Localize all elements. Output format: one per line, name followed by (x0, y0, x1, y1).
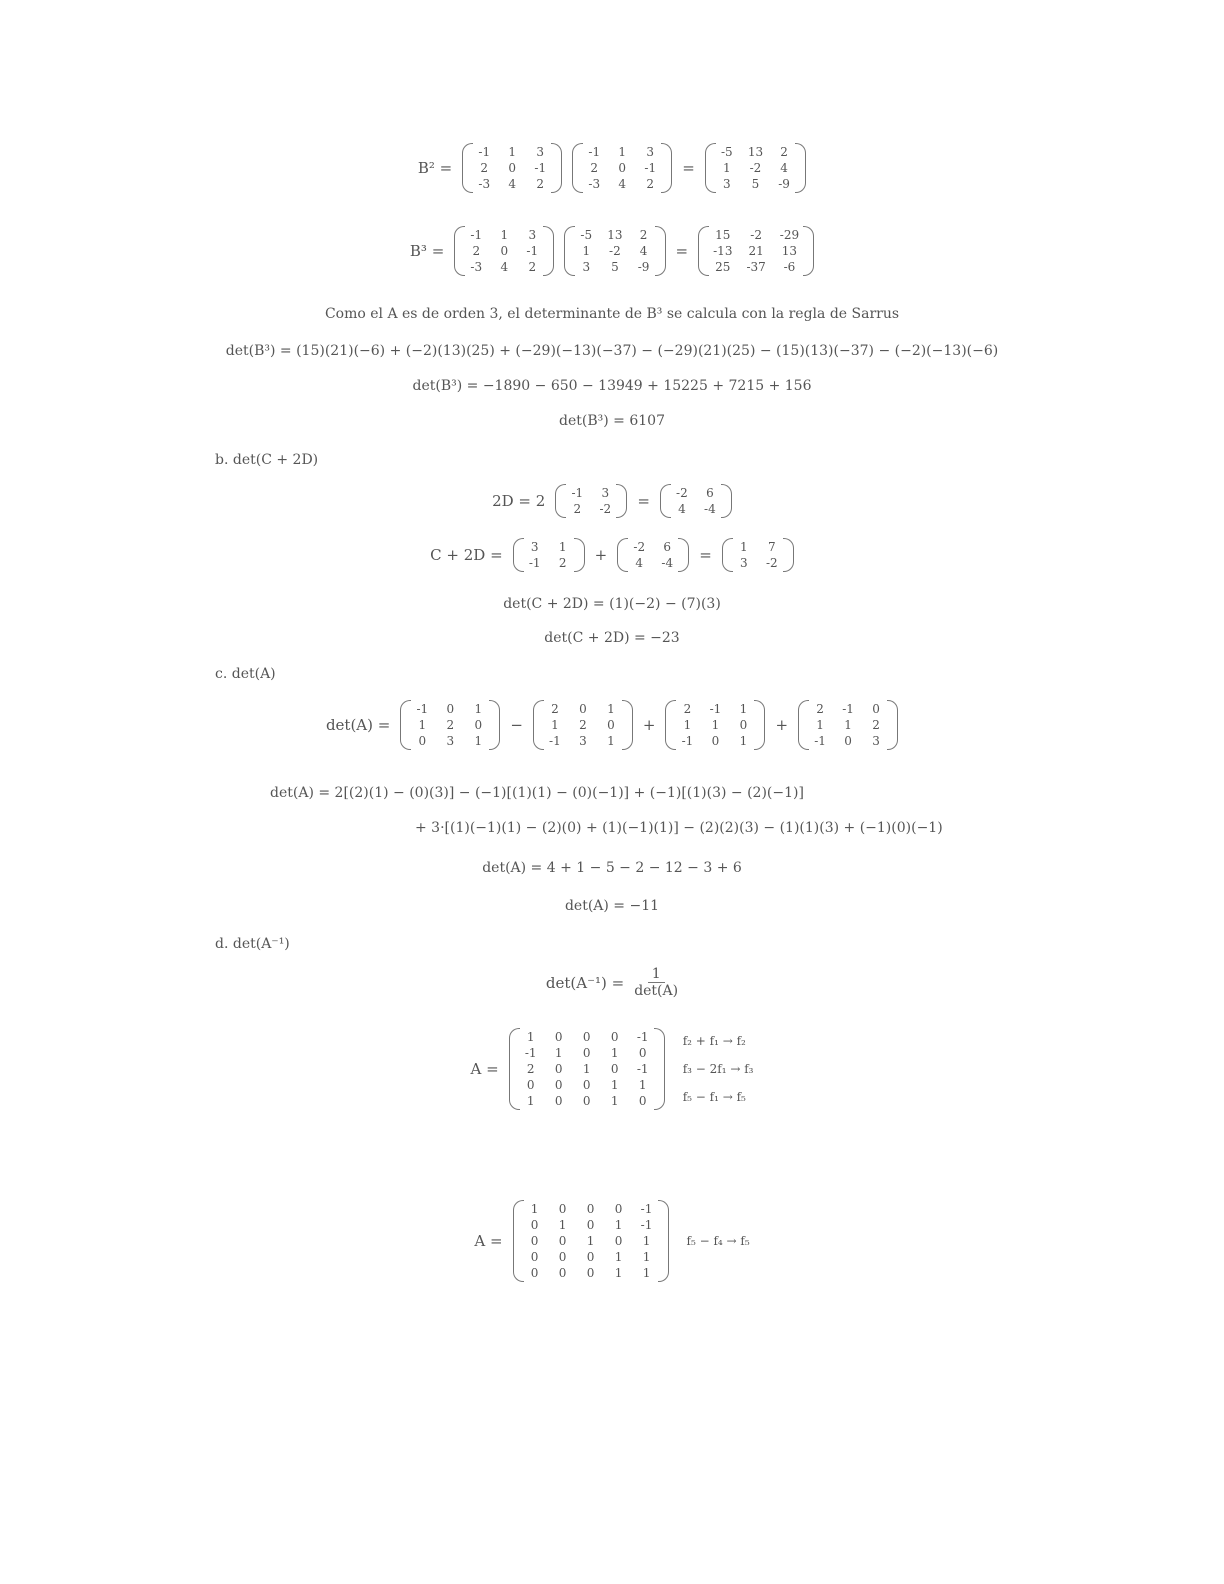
matrix-entry: 1 (474, 702, 483, 716)
b-cubed-equation: B³ = -1 1 3 2 0 -1 -3 4 2 -5 13 2 1 -2 4 3 5 -9 = 15 -2 -29 -13 21 13 25 -37 -6 (0, 226, 1224, 276)
matrix-entries (733, 538, 783, 572)
matrix-entry: 1 (610, 1078, 619, 1092)
matrix-entry: 1 (554, 1046, 563, 1060)
right-parenthesis (661, 143, 672, 193)
right-parenthesis (887, 700, 898, 750)
matrix-entry: 15 (715, 228, 731, 242)
matrix-entry: 1 (526, 1094, 535, 1108)
fraction-numerator: 1 (648, 966, 665, 983)
row-operation: f₃ − 2f₁ → f₃ (682, 1062, 754, 1076)
equation-lhs: A = (470, 1060, 499, 1078)
matrix-entry: -1 (534, 161, 547, 175)
matrix-entry: 1 (586, 1234, 595, 1248)
matrix-entry: -13 (713, 244, 733, 258)
matrix-entry: 4 (780, 161, 788, 175)
matrix-entry: 0 (582, 1030, 591, 1044)
matrix-entry: 4 (639, 244, 648, 258)
explanation-text: Como el A es de orden 3, el determinante de B³ se calcula con la regla de Sarrus (324, 306, 900, 322)
matrix-entry: -1 (636, 1062, 649, 1076)
section-b-label: b. det(C + 2D) (215, 452, 319, 468)
matrix-entry: 0 (446, 702, 455, 716)
matrix-entry: 1 (558, 1218, 567, 1232)
determinant-expansion: det(A) = 2[(2)(1) − (0)(3)] − (−1)[(1)(1) − (0)(−1)] + (−1)[(1)(3) − (2)(−1)] (270, 785, 804, 801)
matrix-entry: 0 (711, 734, 720, 748)
matrix (722, 538, 794, 572)
right-parenthesis (721, 484, 732, 518)
right-parenthesis (489, 700, 500, 750)
determinant-result: det(B³) = 6107 (559, 413, 665, 429)
matrix-entry: 0 (586, 1202, 595, 1216)
matrix-entries (473, 143, 551, 193)
matrix-entry: -4 (661, 556, 674, 570)
matrix-entry: 2 (579, 718, 587, 732)
two-d-equation: 2D = 2 -1 3 2 -2 = -2 6 4 -4 (0, 484, 1224, 518)
right-parenthesis (803, 226, 814, 276)
matrix-entry: -1 (588, 145, 601, 159)
matrix-entry: -5 (580, 228, 593, 242)
matrix (660, 484, 732, 518)
right-parenthesis (655, 226, 666, 276)
matrix-entry: 1 (614, 1218, 623, 1232)
matrix-entry: 0 (872, 702, 880, 716)
matrix-entries (566, 484, 616, 518)
matrix-entry: 1 (582, 1062, 591, 1076)
matrix-entry: 2 (446, 718, 455, 732)
matrix (513, 1200, 669, 1282)
matrix-entry: 1 (607, 702, 615, 716)
matrix-entry: 2 (639, 228, 648, 242)
matrix (462, 143, 562, 193)
matrix-entry: 4 (500, 260, 509, 274)
matrix-entry: 1 (683, 718, 692, 732)
matrix-entry: 4 (635, 556, 644, 570)
matrix-entries (520, 1028, 654, 1110)
matrix-entry: 5 (751, 177, 760, 191)
matrix (509, 1028, 665, 1110)
matrix-entry: 0 (508, 161, 517, 175)
matrix-entry: 1 (723, 161, 731, 175)
matrix-entries (524, 1200, 658, 1282)
left-parenthesis (400, 700, 411, 750)
left-parenthesis (564, 226, 575, 276)
matrix-entry: 0 (579, 702, 587, 716)
matrix-entry: 2 (573, 502, 582, 516)
left-parenthesis (665, 700, 676, 750)
equation-lhs: C + 2D = (430, 546, 503, 564)
matrix-entry: 1 (740, 540, 748, 554)
matrix-entry: 2 (872, 718, 880, 732)
matrix-entry: -1 (681, 734, 694, 748)
matrix-entry: 2 (780, 145, 788, 159)
matrix-entry: 0 (558, 1234, 567, 1248)
matrix-entry: 3 (740, 556, 748, 570)
matrix-entry: 2 (528, 260, 537, 274)
matrix (555, 484, 627, 518)
matrix-entry: 0 (638, 1046, 647, 1060)
determinant-expansion: det(C + 2D) = (1)(−2) − (7)(3) (503, 596, 721, 612)
matrix (698, 226, 814, 276)
matrix-entry: 0 (558, 1266, 567, 1280)
fraction-denominator: det(A) (634, 983, 679, 999)
matrix-entry: -2 (749, 161, 762, 175)
matrix-entry: -1 (640, 1218, 653, 1232)
matrix-entries (465, 226, 543, 276)
row-reduction-step-1 (0, 1028, 1224, 1110)
matrix-entries (716, 143, 795, 193)
matrix (454, 226, 554, 276)
matrix-entry: 0 (582, 1046, 591, 1060)
matrix-entry: -3 (470, 260, 483, 274)
matrix-entry: 1 (582, 244, 591, 258)
determinant-result: det(A) = −11 (564, 898, 660, 914)
right-parenthesis (574, 538, 585, 572)
matrix-entries (583, 143, 661, 193)
row-operation: f₅ − f₁ → f₅ (682, 1090, 746, 1104)
determinant-expansion: det(B³) = (15)(21)(−6) + (−2)(13)(25) + (−29)(−13)(−37) − (−29)(21)(25) − (15)(13)(−37) − (−2)(−13)(−6) (225, 343, 999, 359)
left-parenthesis (660, 484, 671, 518)
matrix-entry: 25 (715, 260, 731, 274)
right-parenthesis (658, 1200, 669, 1282)
matrix-entry: 1 (500, 228, 509, 242)
left-parenthesis (513, 538, 524, 572)
row-reduction-step-2 (0, 1200, 1224, 1282)
matrix-entry: -1 (709, 702, 722, 716)
left-parenthesis (509, 1028, 520, 1110)
matrix-entry: -37 (746, 260, 766, 274)
matrix-entry: 1 (526, 1030, 535, 1044)
matrix-entry: -1 (644, 161, 657, 175)
matrix-entry: 3 (528, 228, 537, 242)
matrix (705, 143, 806, 193)
right-parenthesis (622, 700, 633, 750)
matrix-entry: 1 (607, 734, 615, 748)
left-parenthesis (555, 484, 566, 518)
left-parenthesis (533, 700, 544, 750)
right-parenthesis (654, 1028, 665, 1110)
matrix-entry: 1 (418, 718, 427, 732)
matrix-entry: 0 (554, 1030, 563, 1044)
matrix-entry: -9 (778, 177, 790, 191)
matrix-entry: 0 (582, 1094, 591, 1108)
equation-lhs: det(A⁻¹) = (545, 973, 625, 992)
matrix-entry: 1 (614, 1266, 623, 1280)
matrix-entry: -1 (842, 702, 854, 716)
matrix-entry: 13 (781, 244, 798, 258)
matrix-entry: 0 (526, 1078, 535, 1092)
matrix-entry: 1 (474, 734, 483, 748)
section-c-label: c. det(A) (215, 666, 276, 682)
matrix-entry: -5 (720, 145, 733, 159)
equation-lhs: det(A) = (325, 716, 391, 734)
matrix-entry: -1 (640, 1202, 653, 1216)
left-parenthesis (462, 143, 473, 193)
matrix-entry: 3 (446, 734, 455, 748)
matrix (798, 700, 898, 750)
matrix-entry: 2 (558, 556, 567, 570)
matrix-entry: 1 (739, 734, 748, 748)
matrix-entry: 0 (530, 1218, 539, 1232)
row-operations (683, 1034, 754, 1104)
matrix-entry: 1 (508, 145, 517, 159)
fraction (634, 966, 678, 999)
matrix-entry: -2 (633, 540, 646, 554)
matrix-entry: 0 (582, 1078, 591, 1092)
matrix-entries (524, 538, 574, 572)
matrix-entry: 1 (642, 1266, 651, 1280)
determinant-sum: det(A) = 4 + 1 − 5 − 2 − 12 − 3 + 6 (482, 860, 742, 876)
matrix-entry: 3 (601, 486, 610, 500)
matrix-entry: -1 (416, 702, 429, 716)
matrix-entry: 2 (536, 177, 545, 191)
matrix-entry: -2 (676, 486, 688, 500)
right-parenthesis (551, 143, 562, 193)
matrix-entries (709, 226, 803, 276)
left-parenthesis (572, 143, 583, 193)
left-parenthesis (454, 226, 465, 276)
matrix-entry: 0 (554, 1062, 563, 1076)
matrix-entry: -9 (637, 260, 650, 274)
right-parenthesis (754, 700, 765, 750)
section-d-label: d. det(A⁻¹) (215, 936, 290, 952)
matrix (665, 700, 765, 750)
matrix-entry: 4 (508, 177, 517, 191)
matrix-entry: 5 (611, 260, 619, 274)
matrix-entry: -1 (814, 734, 826, 748)
matrix-entry: 0 (558, 1250, 567, 1264)
matrix-entry: -2 (765, 556, 778, 570)
matrix-entry: 0 (610, 1030, 619, 1044)
matrix (400, 700, 500, 750)
matrix-entry: 2 (551, 702, 559, 716)
right-parenthesis (616, 484, 627, 518)
matrix-entry: -2 (750, 228, 762, 242)
matrix-entry: 0 (586, 1218, 595, 1232)
matrix-entries (809, 700, 887, 750)
matrix-entry: 1 (816, 718, 824, 732)
matrix-entry: -2 (609, 244, 621, 258)
matrix-entry: 0 (739, 718, 748, 732)
matrix-entry: 0 (614, 1234, 623, 1248)
matrix-entry: 1 (642, 1250, 651, 1264)
matrix-entries (676, 700, 754, 750)
determinant-sum: det(B³) = −1890 − 650 − 13949 + 15225 + 7215 + 156 (412, 378, 812, 394)
matrix-entry: 1 (530, 1202, 539, 1216)
right-parenthesis (678, 538, 689, 572)
matrix-entry: 1 (551, 718, 559, 732)
matrix-entry: 2 (590, 161, 599, 175)
equation-lhs: 2D = 2 (492, 492, 546, 510)
matrix-entry: 1 (614, 1250, 623, 1264)
matrix-entry: 0 (530, 1234, 539, 1248)
matrix-entry: -1 (526, 244, 539, 258)
left-parenthesis (513, 1200, 524, 1282)
matrix-entry: -1 (549, 734, 561, 748)
matrix-entry: 13 (747, 145, 764, 159)
matrix-entry: -1 (636, 1030, 649, 1044)
matrix-entry: 2 (683, 702, 692, 716)
b-squared-equation: B² = -1 1 3 2 0 -1 -3 4 2 -1 1 3 2 0 -1 -3 4 2 = -5 13 2 1 -2 4 3 5 -9 (0, 143, 1224, 193)
row-operation: f₂ + f₁ → f₂ (682, 1034, 746, 1048)
matrix-entry: 1 (610, 1046, 619, 1060)
matrix-entry: 0 (586, 1250, 595, 1264)
matrix-entries (671, 484, 721, 518)
matrix-entry: 0 (610, 1062, 619, 1076)
matrix-entry: 1 (638, 1078, 647, 1092)
matrix-entry: 0 (554, 1078, 563, 1092)
matrix-entry: 2 (480, 161, 489, 175)
row-operations (687, 1234, 750, 1248)
matrix-entry: 0 (614, 1202, 623, 1216)
matrix-entry: 2 (646, 177, 655, 191)
matrix-entry: 13 (607, 228, 623, 242)
right-parenthesis (783, 538, 794, 572)
matrix-entry: 0 (474, 718, 483, 732)
matrix-entry: 4 (678, 502, 686, 516)
matrix-entry: 21 (748, 244, 764, 258)
matrix (572, 143, 672, 193)
matrix-entry: -1 (524, 1046, 537, 1060)
matrix-entry: -2 (599, 502, 612, 516)
matrix-entries (628, 538, 678, 572)
left-parenthesis (617, 538, 628, 572)
matrix-entry: 0 (607, 718, 615, 732)
matrix-entry: 0 (530, 1250, 539, 1264)
equation-lhs: B³ = (409, 242, 445, 260)
matrix-entry: 0 (586, 1266, 595, 1280)
matrix-entry: -6 (783, 260, 796, 274)
matrix-entry: -1 (478, 145, 491, 159)
right-parenthesis (543, 226, 554, 276)
equation-lhs: B² = (417, 159, 453, 177)
matrix-entry: 0 (638, 1094, 647, 1108)
matrix-entry: 6 (663, 540, 672, 554)
right-parenthesis (795, 143, 806, 193)
matrix-entry: 0 (618, 161, 627, 175)
matrix-entry: 1 (558, 540, 567, 554)
matrix-entry: 4 (618, 177, 627, 191)
matrix-entry: 1 (642, 1234, 651, 1248)
matrix-entry: -4 (704, 502, 716, 516)
row-operation: f₅ − f₄ → f₅ (686, 1234, 750, 1248)
matrix-entry: 6 (706, 486, 714, 500)
matrix-entry: 0 (554, 1094, 563, 1108)
matrix-entry: 3 (530, 540, 539, 554)
matrix-entry: -3 (588, 177, 601, 191)
matrix-entry: 2 (472, 244, 481, 258)
inverse-determinant-formula (0, 966, 1224, 999)
matrix-entry: 1 (739, 702, 748, 716)
matrix-entry: 3 (579, 734, 587, 748)
equation-lhs: A = (474, 1232, 503, 1250)
matrix-entry: 2 (526, 1062, 535, 1076)
matrix-entry: 3 (646, 145, 655, 159)
matrix-entry: 0 (500, 244, 509, 258)
matrix-entry: 0 (558, 1202, 567, 1216)
matrix-entry: 3 (536, 145, 545, 159)
matrix-entry: 1 (610, 1094, 619, 1108)
matrix-entry: 3 (582, 260, 591, 274)
matrix (513, 538, 585, 572)
matrix-entries (575, 226, 654, 276)
determinant-result: det(C + 2D) = −23 (544, 630, 680, 646)
matrix-entry: -3 (478, 177, 491, 191)
matrix-entry: 0 (530, 1266, 539, 1280)
det-a-expansion: det(A) = -1 0 1 1 2 0 0 3 1 − 2 0 1 1 2 0 -1 3 1 + 2 -1 1 1 1 0 -1 0 1 + 2 -1 0 1 1 2 -1 0 3 (0, 700, 1224, 750)
matrix-entry: -29 (779, 228, 800, 242)
matrix (564, 226, 665, 276)
matrix-entry: -1 (470, 228, 483, 242)
matrix-entry: -1 (571, 486, 584, 500)
left-parenthesis (722, 538, 733, 572)
matrix-entries (544, 700, 622, 750)
matrix-entry: 1 (711, 718, 720, 732)
matrix-entry: 0 (418, 734, 427, 748)
matrix-entry: 1 (844, 718, 852, 732)
determinant-expansion-continued: + 3·[(1)(−1)(1) − (2)(0) + (1)(−1)(1)] − (2)(2)(3) − (1)(1)(3) + (−1)(0)(−1) (415, 820, 943, 836)
matrix-entry: -1 (528, 556, 541, 570)
matrix (533, 700, 633, 750)
matrix (617, 538, 689, 572)
matrix-entry: 3 (872, 734, 880, 748)
c-plus-2d-equation: C + 2D = 3 1 -1 2 + -2 6 4 -4 = 1 7 3 -2 (0, 538, 1224, 572)
matrix-entry: 2 (816, 702, 824, 716)
matrix-entry: 3 (723, 177, 731, 191)
left-parenthesis (705, 143, 716, 193)
matrix-entry: 7 (768, 540, 776, 554)
matrix-entry: 1 (618, 145, 627, 159)
matrix-entries (411, 700, 489, 750)
left-parenthesis (698, 226, 709, 276)
left-parenthesis (798, 700, 809, 750)
matrix-entry: 0 (844, 734, 852, 748)
